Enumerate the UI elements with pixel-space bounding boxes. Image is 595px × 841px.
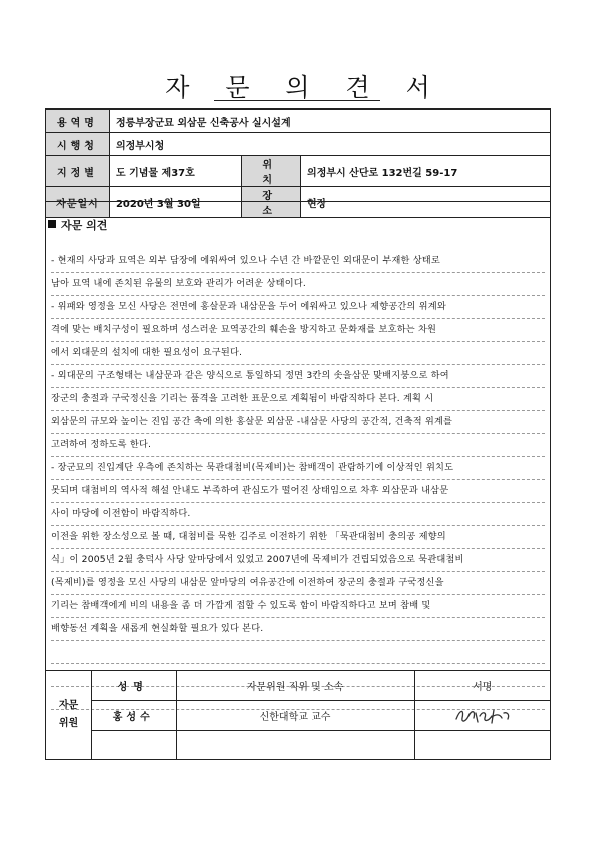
- info-row-designation: [46, 156, 551, 187]
- handwritten-signature-icon: [452, 704, 514, 728]
- label-location: 위치: [242, 156, 301, 187]
- members-table: [91, 671, 551, 760]
- opinion-line: 못되며 대첨비의 역사적 해설 안내도 부족하여 관심도가 떨어진 상태임으로 차후 외삼문과 내삼문: [51, 480, 545, 503]
- opinion-line: 이전을 위한 장소성으로 볼 때, 대첨비를 묵한 김주로 이전하기 위한 「묵관대첨비 충의공 제향의: [51, 526, 545, 549]
- info-row-agency: [46, 133, 551, 156]
- opinion-line: [51, 641, 545, 664]
- member-name-empty: [91, 731, 176, 761]
- header-position: 자문위원 직위 및 소속: [176, 671, 414, 701]
- opinion-line: 외삼문의 규모와 높이는 진입 공간 축에 의한 홍살문 외삼문 -내삼문 사당의 공간적, 건축적 위계를: [51, 411, 545, 434]
- value-location: 의정부시 산단로 132번길 59-17: [301, 156, 551, 187]
- opinion-line: 기리는 참배객에게 비의 내용을 좀 더 가깝게 접할 수 있도록 함이 바람직하다고 보며 참배 및: [51, 595, 545, 618]
- members-side-label: [46, 671, 92, 759]
- value-designation: 도 기념물 제37호: [109, 156, 241, 187]
- value-date: 2020년 3월 30일: [109, 187, 241, 218]
- opinion-line: 에서 외대문의 설치에 대한 필요성이 요구된다.: [51, 342, 545, 365]
- label-project-name: 용역명: [46, 109, 110, 133]
- header-name: 성명: [91, 671, 176, 701]
- title-underline: [214, 100, 380, 101]
- opinion-line: - 외대문의 구조형태는 내삼문과 같은 양식으로 통일하되 정면 3칸의 솟을삼문 맞배지붕으로 하여: [51, 365, 545, 388]
- opinion-lines: [51, 250, 545, 710]
- opinion-line: - 현재의 사당과 묘역은 외부 담장에 에워싸여 있으나 수년 간 바깥문인 외대문이 부재한 상태로: [51, 250, 545, 273]
- member-name: 홍성수: [91, 701, 176, 731]
- square-bullet-icon: [48, 220, 56, 228]
- document-title: 자 문 의 견 서: [165, 73, 444, 102]
- opinion-line: 고려하여 정하도록 한다.: [51, 434, 545, 457]
- header-signature: 서명: [414, 671, 551, 701]
- opinion-line: - 장군묘의 진입계단 우측에 존치하는 묵관대첨비(목제비)는 참배객이 관람하기에 이상적인 위치도: [51, 457, 545, 480]
- opinion-line: 격에 맞는 배치구성이 필요하며 성스러운 묘역공간의 훼손을 방지하고 문화재를 보호하는 차원: [51, 319, 545, 342]
- label-designation: 지정별: [46, 156, 110, 187]
- opinion-heading: [48, 217, 107, 233]
- label-place: 장소: [242, 187, 301, 218]
- opinion-line: (목제비)를 영정을 모신 사당의 내삼문 앞마당의 여유공간에 이전하여 장군의 충절과 구국정신을: [51, 572, 545, 595]
- opinion-heading-text: 자문 의견: [61, 219, 108, 232]
- value-agency: 의정부시청: [109, 133, 550, 156]
- label-agency: 시행청: [46, 133, 110, 156]
- members-header-row: [91, 671, 551, 701]
- opinion-line: 사이 마당에 이전함이 바람직하다.: [51, 503, 545, 526]
- members-side-label-2: 위원: [58, 718, 79, 729]
- info-row-project: [46, 109, 551, 133]
- opinion-line: 장군의 충절과 구국정신을 기리는 품격을 고려한 표문으로 계획됨이 바람직하다 본다. 계획 시: [51, 388, 545, 411]
- opinion-line: - 위패와 영정을 모신 사당은 전면에 홍살문과 내삼문을 두어 에워싸고 있으나 제향공간의 위계와: [51, 296, 545, 319]
- member-row-empty: [91, 731, 551, 761]
- members-side-label-1: 자문: [58, 700, 79, 711]
- opinion-line: 식」이 2005년 2월 충덕사 사당 앞마당에서 있었고 2007년에 목제비가 건립되었음으로 묵관대첨비: [51, 549, 545, 572]
- member-signature-empty: [414, 731, 551, 761]
- member-row: [91, 701, 551, 731]
- member-position: 신한대학교 교수: [176, 701, 414, 731]
- label-date: 자문일시: [46, 187, 110, 218]
- members-section: [45, 671, 551, 760]
- value-place: 현장: [301, 187, 551, 218]
- value-project-name: 정릉부장군묘 외삼문 신축공사 실시설계: [109, 109, 550, 133]
- member-signature-cell: [414, 701, 551, 731]
- opinion-line: 남아 묘역 내에 존치된 유물의 보호와 관리가 어려운 상태이다.: [51, 273, 545, 296]
- opinion-line: 배향동선 계획을 새롭게 현실화할 필요가 있다 본다.: [51, 618, 545, 641]
- member-position-empty: [176, 731, 414, 761]
